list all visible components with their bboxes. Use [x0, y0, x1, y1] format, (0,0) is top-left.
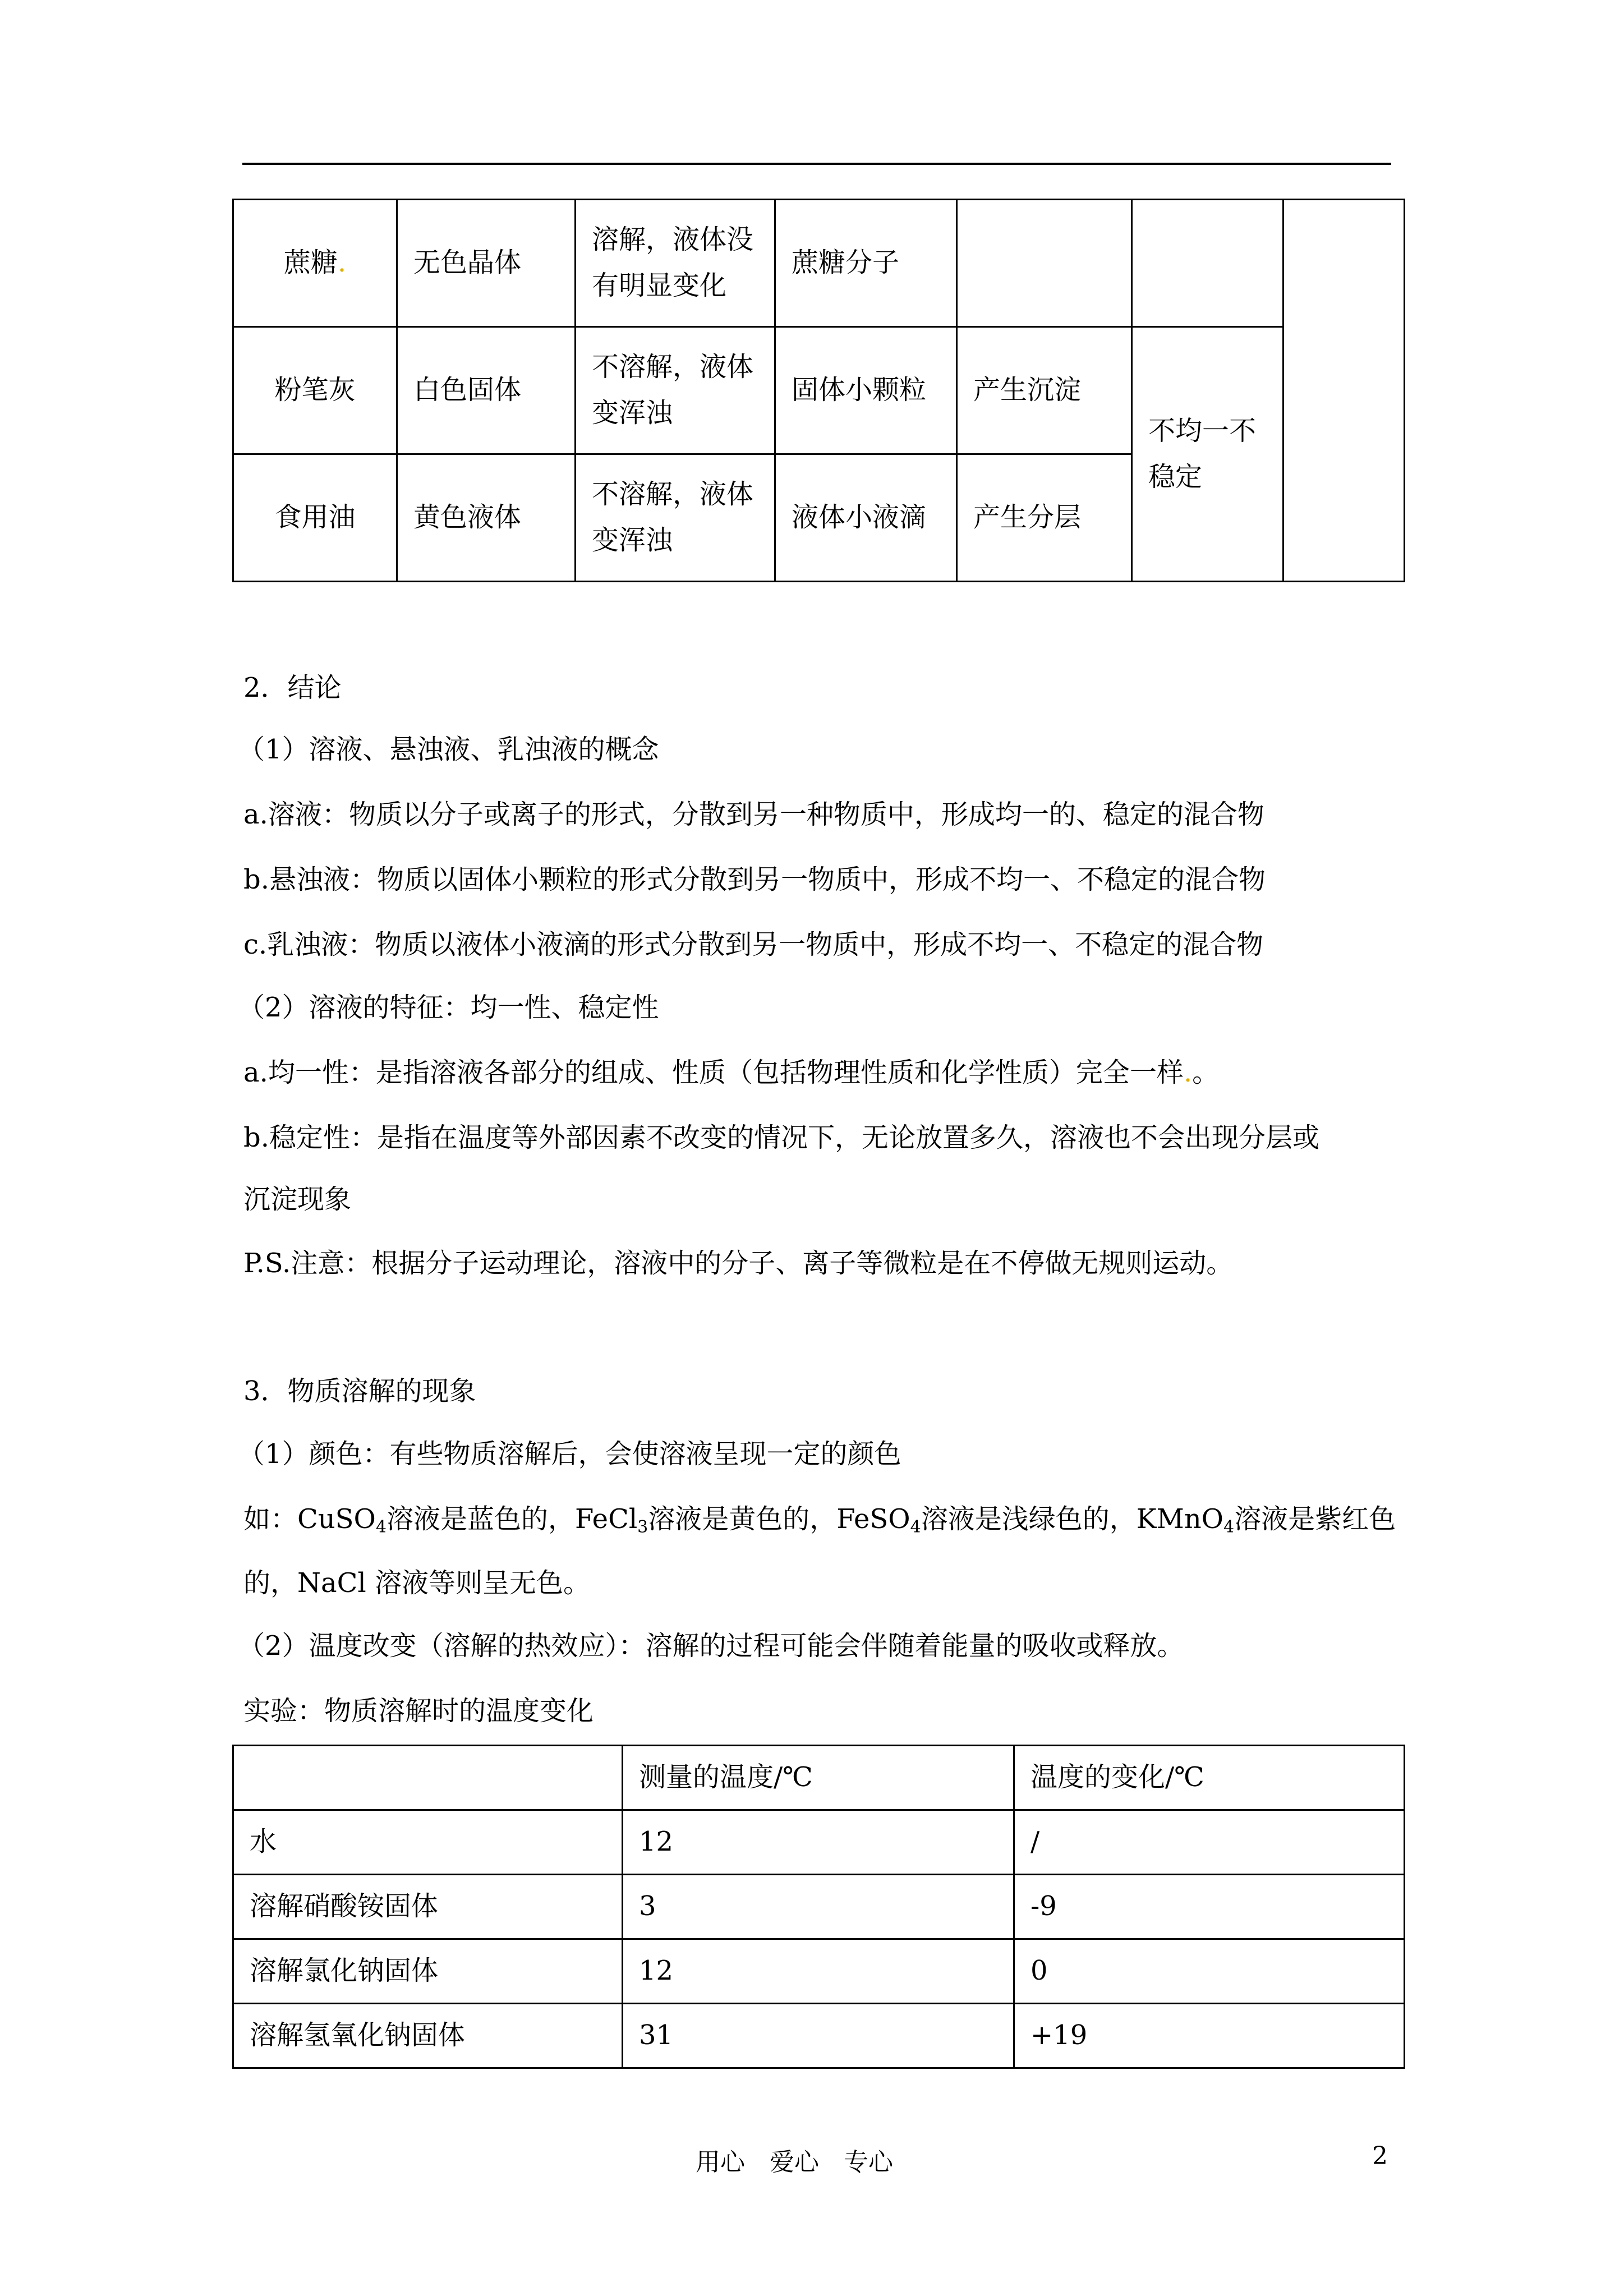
table-header [233, 1746, 623, 1810]
table-cell: 蔗糖. [233, 200, 397, 327]
paragraph: 沉淀现象 [243, 1184, 352, 1215]
table-cell-empty [1283, 200, 1405, 582]
section-heading: 2．结论 [243, 672, 342, 703]
table-cell: 31 [623, 2004, 1014, 2068]
paragraph: c.乳浊液：物质以液体小液滴的形式分散到另一物质中，形成不均一、不稳定的混合物 [243, 929, 1264, 960]
experiment-title: 实验：物质溶解时的温度变化 [243, 1695, 594, 1727]
table-cell: 水 [233, 1810, 623, 1875]
table-cell: 溶解氯化钠固体 [233, 1939, 623, 2004]
table-cell: 0 [1014, 1939, 1405, 2004]
table-row [233, 1875, 1405, 1939]
subsection-heading: （1）颜色：有些物质溶解后，会使溶液呈现一定的颜色 [238, 1438, 901, 1470]
table-header: 温度的变化/℃ [1014, 1746, 1405, 1810]
table-cell [957, 200, 1132, 327]
page-number: 2 [1372, 2142, 1388, 2170]
table-cell: 固体小颗粒 [775, 327, 957, 454]
table-row [233, 200, 1405, 327]
table-cell: 食用油 [233, 454, 397, 582]
table-row [233, 1939, 1405, 2004]
table-cell: +19 [1014, 2004, 1405, 2068]
table-cell: 粉笔灰 [233, 327, 397, 454]
subsection-heading: （1）溶液、悬浊液、乳浊液的概念 [238, 734, 659, 765]
table-cell: 液体小液滴 [775, 454, 957, 582]
paragraph: 如：CuSO$_4$溶液是蓝色的，FeCl$_3$溶液是黄色的，FeSO$_4$溶液是浅绿色的，KMnO$_4$溶液是紫红色 [243, 1503, 1396, 1537]
table-cell-stability: 不均一不稳定 [1132, 327, 1283, 582]
table-cell: 黄色液体 [397, 454, 576, 582]
table-row [233, 1810, 1405, 1875]
table-cell: 不溶解，液体变浑浊 [576, 454, 775, 582]
table-cell: 无色晶体 [397, 200, 576, 327]
table-cell: 产生分层 [957, 454, 1132, 582]
paragraph: a.溶液：物质以分子或离子的形式，分散到另一种物质中，形成均一的、稳定的混合物 [243, 799, 1264, 830]
header-rule [242, 163, 1391, 165]
paragraph: P.S.注意：根据分子运动理论，溶液中的分子、离子等微粒是在不停做无规则运动。 [243, 1248, 1234, 1279]
table-cell: 溶解氢氧化钠固体 [233, 2004, 623, 2068]
table-cell: 溶解硝酸铵固体 [233, 1875, 623, 1939]
paragraph: a.均一性：是指溶液各部分的组成、性质（包括物理性质和化学性质）完全一样.。 [243, 1057, 1220, 1088]
section-heading: 3．物质溶解的现象 [243, 1375, 476, 1407]
comparison-table [232, 199, 1405, 582]
table-header-row [233, 1746, 1405, 1810]
paragraph: 的，NaCl 溶液等则呈无色。 [243, 1567, 590, 1599]
temperature-table [232, 1745, 1405, 2069]
table-cell: 白色固体 [397, 327, 576, 454]
table-cell: 3 [623, 1875, 1014, 1939]
table-cell: -9 [1014, 1875, 1405, 1939]
table-row [233, 327, 1405, 454]
table-cell: 12 [623, 1939, 1014, 2004]
table-cell: 12 [623, 1810, 1014, 1875]
footer-motto: 用心 爱心 专心 [696, 2148, 893, 2177]
subsection-heading: （2）溶液的特征：均一性、稳定性 [238, 992, 659, 1023]
table-header: 测量的温度/℃ [623, 1746, 1014, 1810]
table-cell: 产生沉淀 [957, 327, 1132, 454]
table-cell [1132, 200, 1283, 327]
table-cell: / [1014, 1810, 1405, 1875]
table-row [233, 2004, 1405, 2068]
paragraph: b.稳定性：是指在温度等外部因素不改变的情况下，无论放置多久，溶液也不会出现分层或 [243, 1122, 1319, 1153]
paragraph: b.悬浊液：物质以固体小颗粒的形式分散到另一物质中，形成不均一、不稳定的混合物 [243, 864, 1266, 895]
subsection-heading: （2）温度改变（溶解的热效应）：溶解的过程可能会伴随着能量的吸收或释放。 [238, 1630, 1184, 1662]
table-cell: 蔗糖分子 [775, 200, 957, 327]
table-cell: 不溶解，液体变浑浊 [576, 327, 775, 454]
table-cell: 溶解，液体没有明显变化 [576, 200, 775, 327]
